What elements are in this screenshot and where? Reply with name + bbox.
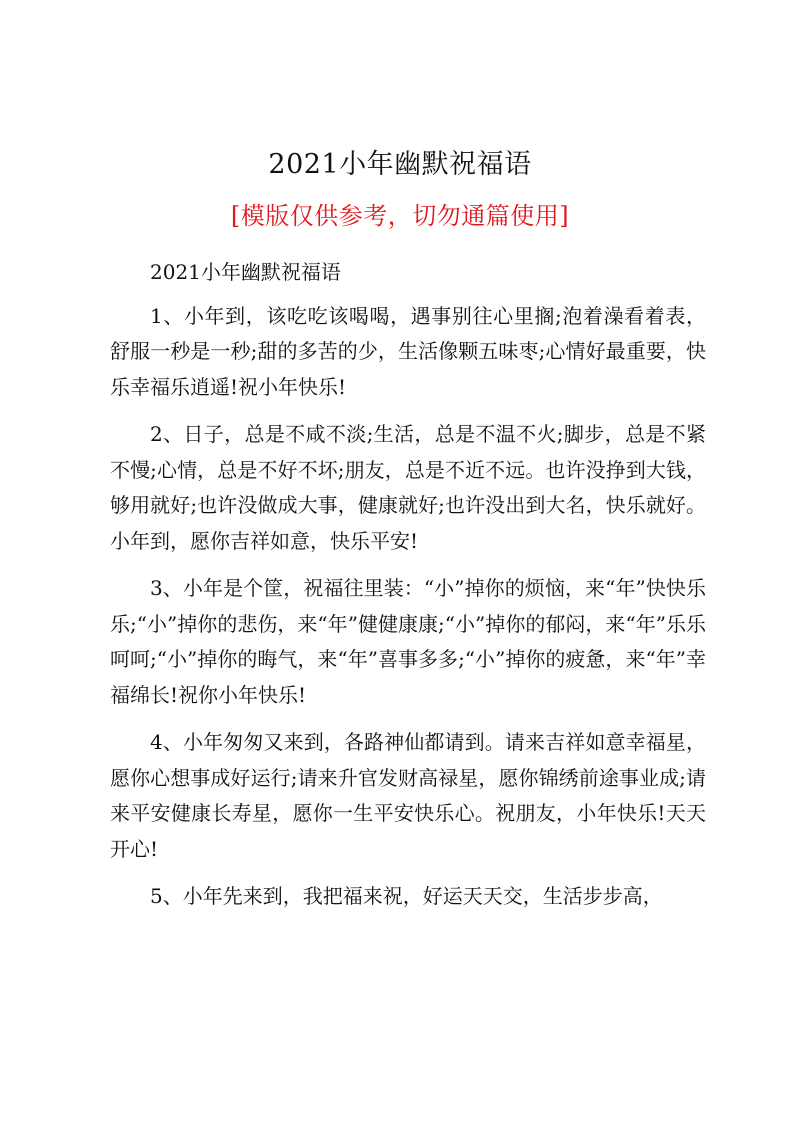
blessing-paragraph-3: 3、小年是个筐，祝福往里装：“小”掉你的烦恼，来“年”快快乐乐;“小”掉你的悲伤，来“年”健健康康;“小”掉你的郁闷，来“年”乐乐呵呵;“小”掉你的晦气，来“年”喜事多多;“小”掉你的疲惫，来“年”幸福绵长!祝你小年快乐!	[110, 576, 706, 707]
template-notice: [模版仅供参考，切勿通篇使用]	[230, 202, 570, 230]
blessing-paragraph-5: 5、小年先来到，我把福来祝，好运天天交，生活步步高，	[150, 884, 663, 908]
document-body	[110, 255, 706, 927]
blessing-paragraph-2: 2、日子，总是不咸不淡;生活，总是不温不火;脚步，总是不紧不慢;心情，总是不好不坏;朋友，总是不近不远。也许没挣到大钱，够用就好;也许没做成大事，健康就好;也许没出到大名，快乐就好。小年到，愿你吉祥如意，快乐平安!	[110, 422, 706, 553]
blessing-paragraph-4: 4、小年匆匆又来到，各路神仙都请到。请来吉祥如意幸福星，愿你心想事成好运行;请来升官发财高禄星，愿你锦绣前途事业成;请来平安健康长寿星，愿你一生平安快乐心。祝朋友，小年快乐!天天开心!	[110, 730, 706, 861]
body-heading: 2021小年幽默祝福语	[150, 260, 341, 284]
blessing-paragraph-1: 1、小年到，该吃吃该喝喝，遇事别往心里搁;泡着澡看着表，舒服一秒是一秒;甜的多苦的少，生活像颗五味枣;心情好最重要，快乐幸福乐逍遥!祝小年快乐!	[110, 303, 706, 399]
document-title: 2021小年幽默祝福语	[268, 149, 532, 180]
